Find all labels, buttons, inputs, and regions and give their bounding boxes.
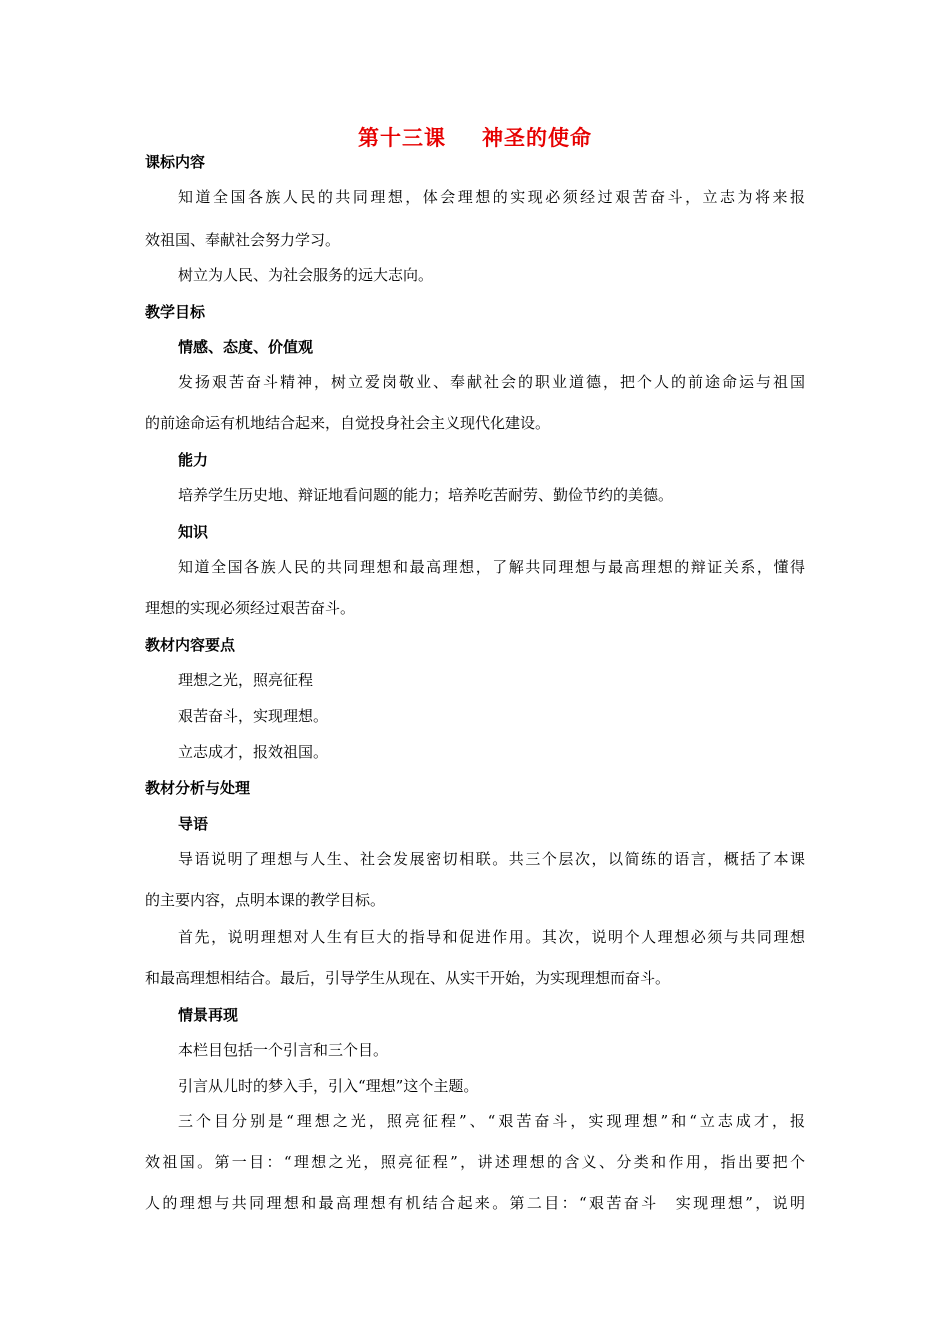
paragraph-line: 首先，说明理想对人生有巨大的指导和促进作用。其次，说明个人理想必须与共同理想 [178,928,805,946]
subheading-ability: 能力 [178,451,209,469]
subheading-emotion: 情感、态度、价值观 [178,338,314,356]
paragraph-line: 树立为人民、为社会服务的远大志向。 [178,266,434,284]
paragraph-line: 理想的实现必须经过艰苦奋斗。 [145,599,356,617]
lesson-number: 第十三课 [358,126,446,150]
paragraph-line: 的主要内容，点明本课的教学目标。 [145,891,386,909]
subheading-knowledge: 知识 [178,523,209,541]
list-item: 立志成才，报效祖国。 [178,743,329,761]
paragraph-line: 发扬艰苦奋斗精神，树立爱岗敬业、奉献社会的职业道德，把个人的前途命运与祖国 [178,373,805,391]
subheading-scene: 情景再现 [178,1006,239,1024]
paragraph-line: 知道全国各族人民的共同理想，体会理想的实现必须经过艰苦奋斗，立志为将来报 [178,188,805,206]
paragraph-line: 三个目分别是“理想之光，照亮征程”、“艰苦奋斗，实现理想”和“立志成才，报 [178,1112,805,1130]
paragraph-line: 的前途命运有机地结合起来，自觉投身社会主义现代化建设。 [145,414,551,432]
paragraph-line: 效祖国、奉献社会努力学习。 [145,231,341,249]
list-item: 艰苦奋斗，实现理想。 [178,707,329,725]
paragraph-line: 培养学生历史地、辩证地看问题的能力；培养吃苦耐劳、勤俭节约的美德。 [178,486,674,504]
lesson-title [0,122,950,152]
paragraph-line: 本栏目包括一个引言和三个目。 [178,1041,389,1059]
paragraph-line: 导语说明了理想与人生、社会发展密切相联。共三个层次，以简练的语言，概括了本课 [178,850,805,868]
subheading-intro: 导语 [178,815,209,833]
paragraph-line: 人的理想与共同理想和最高理想有机结合起来。第二目：“艰苦奋斗 实现理想”，说明 [145,1194,805,1212]
paragraph-line: 和最高理想相结合。最后，引导学生从现在、从实干开始，为实现理想而奋斗。 [145,969,671,987]
heading-goals: 教学目标 [145,303,206,321]
heading-key-points: 教材内容要点 [145,636,236,654]
lesson-name: 神圣的使命 [482,126,592,150]
paragraph-line: 引言从儿时的梦入手，引入“理想”这个主题。 [178,1077,479,1095]
heading-analysis: 教材分析与处理 [145,779,251,797]
paragraph-line: 知道全国各族人民的共同理想和最高理想，了解共同理想与最高理想的辩证关系，懂得 [178,558,805,576]
list-item: 理想之光，照亮征程 [178,671,314,689]
paragraph-line: 效祖国。第一目：“理想之光，照亮征程”，讲述理想的含义、分类和作用，指出要把个 [145,1153,805,1171]
heading-curriculum: 课标内容 [145,153,206,171]
